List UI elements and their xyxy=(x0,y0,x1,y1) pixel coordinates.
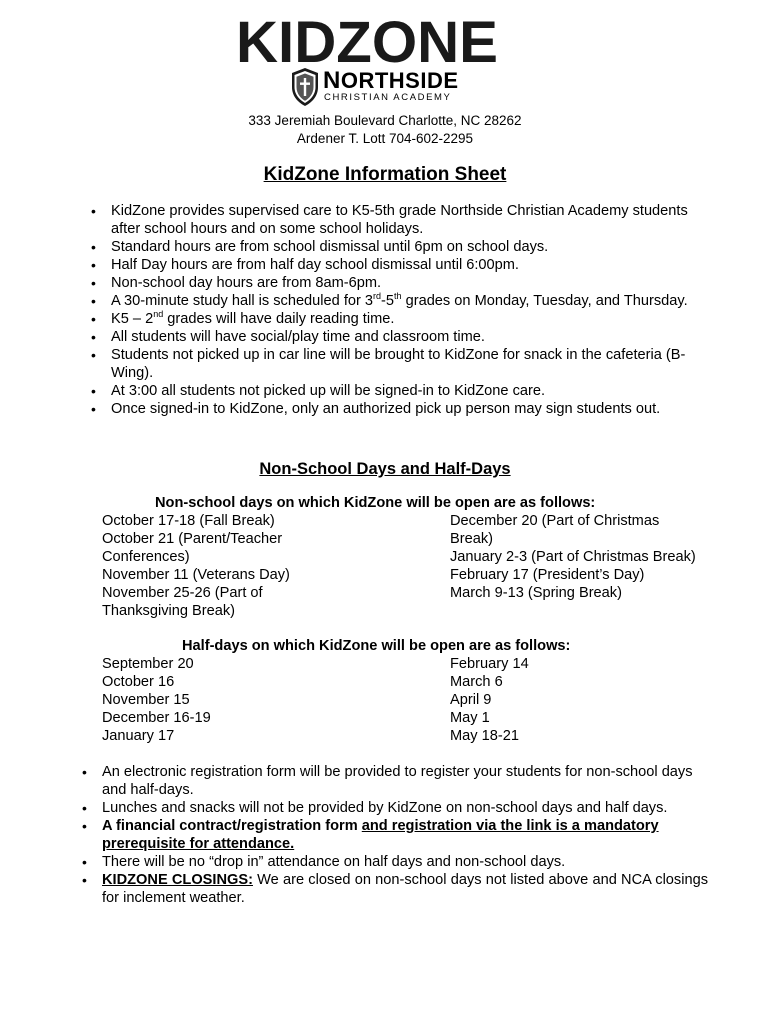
halfday-left-column xyxy=(102,655,392,745)
nonschool-heading: Non-school days on which KidZone will be open are as follows: xyxy=(155,495,596,511)
address: 333 Jeremiah Boulevard Charlotte, NC 28262 xyxy=(248,113,522,128)
page-title: KidZone Information Sheet xyxy=(263,164,507,185)
list-item: • An electronic registration form will be provided to register your students for non-school days and half-days. xyxy=(82,764,693,798)
list-item: • At 3:00 all students not picked up will be signed-in to KidZone care. xyxy=(91,383,546,399)
date-line: November 11 (Veterans Day) xyxy=(102,567,290,583)
contact-line: Ardener T. Lott 704-602-2295 xyxy=(296,131,474,146)
registration-bullet-list xyxy=(82,763,708,907)
date-line: September 20 xyxy=(102,656,194,672)
date-line: Thanksgiving Break) xyxy=(102,603,236,619)
list-item: • Non-school day hours are from 8am-6pm. xyxy=(91,275,382,291)
date-line: January 17 xyxy=(102,728,175,744)
list-item: • KidZone provides supervised care to K5-5th grade Northside Christian Academy students after school hours and on some school holidays. xyxy=(91,203,688,237)
list-item: • K5 – 2nd grades will have daily reading time. xyxy=(91,309,395,327)
school-subtitle: CHRISTIAN ACADEMY xyxy=(324,92,452,103)
halfday-right-column xyxy=(450,655,740,745)
section-heading: Non-School Days and Half-Days xyxy=(259,460,511,478)
list-item: • There will be no “drop in” attendance on half days and non-school days. xyxy=(82,854,566,870)
halfday-heading: Half-days on which KidZone will be open are as follows: xyxy=(182,638,571,654)
shield-cross-icon xyxy=(290,67,320,107)
date-line: December 16-19 xyxy=(102,710,211,726)
kidzone-logo xyxy=(235,10,500,102)
date-line: May 1 xyxy=(450,710,490,726)
date-line: November 15 xyxy=(102,692,190,708)
nonschool-left-column xyxy=(102,512,392,620)
date-line: Break) xyxy=(450,531,493,547)
list-item: • All students will have social/play time and classroom time. xyxy=(91,329,485,345)
date-line: May 18-21 xyxy=(450,728,519,744)
date-line: October 16 xyxy=(102,674,175,690)
list-item: • Half Day hours are from half day school dismissal until 6:00pm. xyxy=(91,257,519,273)
closings-label: KIDZONE CLOSINGS: xyxy=(102,872,253,888)
date-line: October 17-18 (Fall Break) xyxy=(102,513,275,529)
list-item: • Standard hours are from school dismissal until 6pm on school days. xyxy=(91,239,549,255)
list-item: • Once signed-in to KidZone, only an authorized pick up person may sign students out. xyxy=(91,401,661,417)
date-line: March 9-13 (Spring Break) xyxy=(450,585,622,601)
kidzone-wordmark-text: KIDZONE xyxy=(236,10,498,68)
list-item: • A 30-minute study hall is scheduled for 3rd-5th grades on Monday, Tuesday, and Thursday. xyxy=(91,291,688,309)
date-line: April 9 xyxy=(450,692,492,708)
school-name: NORTHSIDE xyxy=(323,67,459,94)
date-line: December 20 (Part of Christmas xyxy=(450,513,660,529)
list-item: • A financial contract/registration form and registration via the link is a mandatory prerequisite for attendance. xyxy=(82,818,659,852)
list-item: • KIDZONE CLOSINGS: We are closed on non-school days not listed above and NCA closings for inclement weather. xyxy=(82,872,708,906)
list-item: • Lunches and snacks will not be provided by KidZone on non-school days and half days. xyxy=(82,800,668,816)
date-line: October 21 (Parent/Teacher xyxy=(102,531,283,547)
date-line: November 25-26 (Part of xyxy=(102,585,263,601)
list-item: • Students not picked up in car line will be brought to KidZone for snack in the cafeteria (B-Wing). xyxy=(91,347,686,381)
date-line: March 6 xyxy=(450,674,503,690)
kidzone-wordmark xyxy=(235,10,500,68)
date-line: February 17 (President’s Day) xyxy=(450,567,645,583)
info-bullet-list xyxy=(91,202,714,418)
nonschool-right-column xyxy=(450,512,750,602)
date-line: January 2-3 (Part of Christmas Break) xyxy=(450,549,696,565)
date-line: Conferences) xyxy=(102,549,190,565)
date-line: February 14 xyxy=(450,656,529,672)
